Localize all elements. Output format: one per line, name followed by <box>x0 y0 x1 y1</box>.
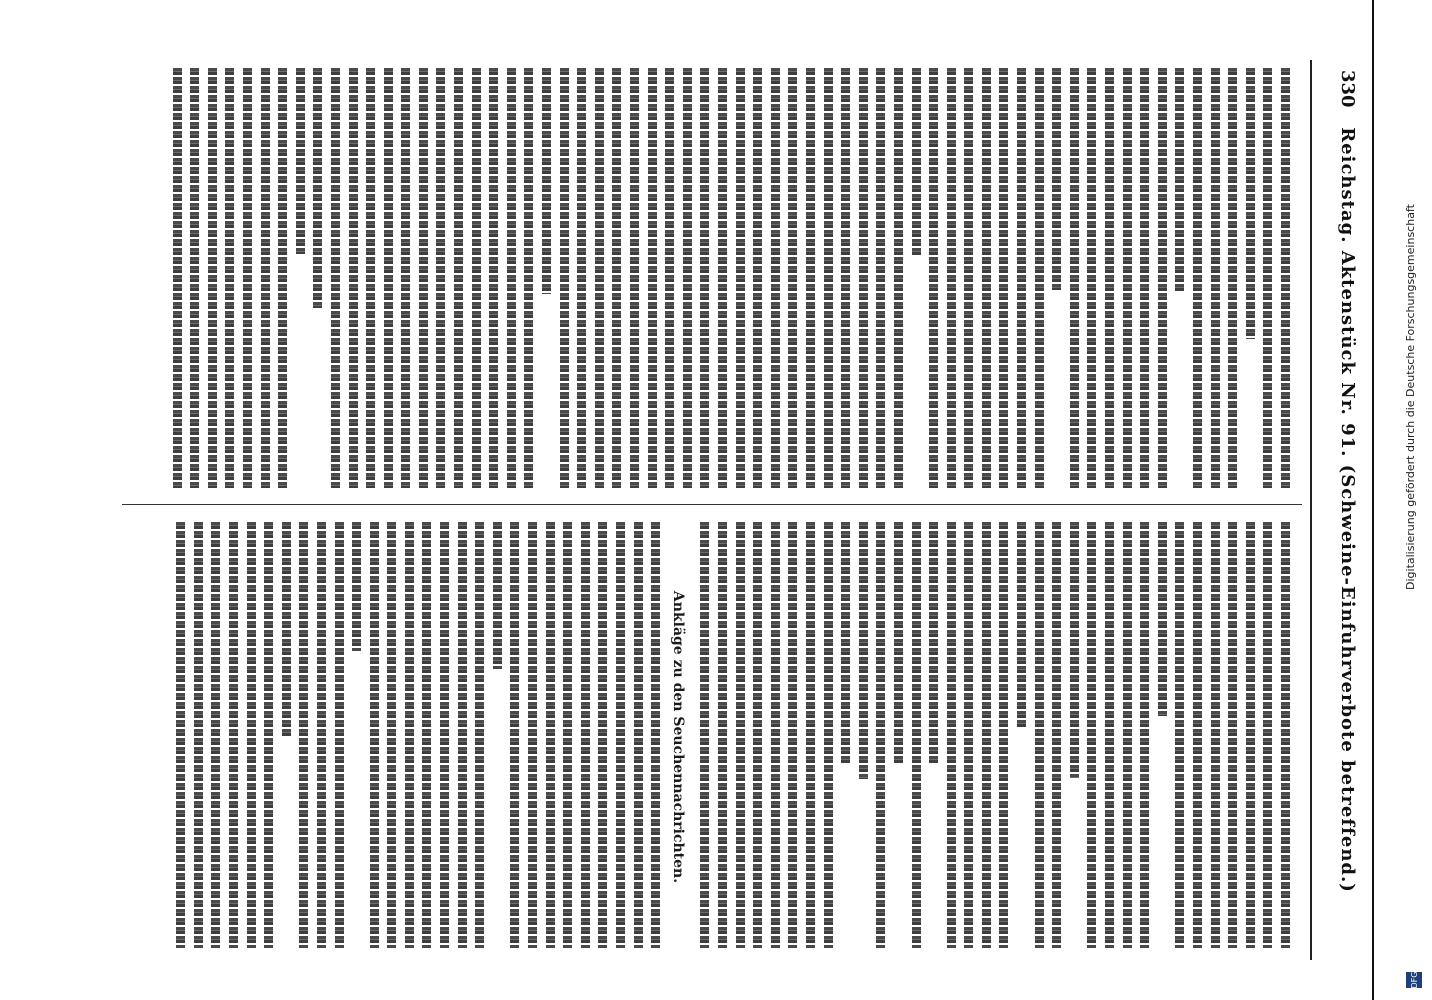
text-line <box>696 68 714 492</box>
text-line <box>960 522 978 952</box>
right-column-text-bottom <box>172 522 665 952</box>
text-line <box>295 522 313 952</box>
page-header <box>1310 60 1372 960</box>
text-line <box>872 522 890 952</box>
text-line <box>189 522 207 952</box>
text-line <box>713 522 731 952</box>
text-line <box>555 68 573 492</box>
text-line <box>977 68 995 492</box>
text-line <box>1030 522 1048 952</box>
text-line <box>907 522 925 952</box>
text-line <box>186 68 204 492</box>
text-line <box>172 522 190 952</box>
text-line <box>274 68 292 492</box>
text-line <box>784 68 802 492</box>
text-line <box>643 68 661 492</box>
text-line <box>590 68 608 492</box>
text-line <box>1048 68 1066 492</box>
text-line <box>488 522 506 952</box>
text-line <box>1241 68 1259 492</box>
text-line <box>784 522 802 952</box>
text-line <box>995 68 1013 492</box>
text-line <box>801 522 819 952</box>
text-line <box>365 522 383 952</box>
text-line <box>819 68 837 492</box>
text-line <box>696 522 714 952</box>
text-line <box>647 522 665 952</box>
text-line <box>379 68 397 492</box>
text-line <box>837 68 855 492</box>
text-line <box>977 522 995 952</box>
column-divider <box>122 504 1302 505</box>
text-line <box>348 522 366 952</box>
dfg-logo: DFG <box>1406 972 1422 988</box>
text-line <box>242 522 260 952</box>
text-line <box>414 68 432 492</box>
text-line <box>625 68 643 492</box>
page-edge <box>1372 0 1374 1000</box>
text-line <box>1241 522 1259 952</box>
text-line <box>713 68 731 492</box>
text-line <box>1048 522 1066 952</box>
text-line <box>942 522 960 952</box>
text-line <box>400 522 418 952</box>
text-line <box>1224 522 1242 952</box>
text-line <box>277 522 295 952</box>
right-column-text-top <box>696 522 1294 952</box>
text-line <box>537 68 555 492</box>
text-line <box>453 522 471 952</box>
text-line <box>1100 68 1118 492</box>
text-line <box>1153 68 1171 492</box>
text-line <box>1118 68 1136 492</box>
running-title: Reichstag. Aktenstück Nr. 91. (Schweine-Einfuhrverbote betreffend.) <box>1337 127 1358 893</box>
text-line <box>344 68 362 492</box>
text-line <box>1136 68 1154 492</box>
text-line <box>312 522 330 952</box>
text-line <box>1083 68 1101 492</box>
text-line <box>749 68 767 492</box>
page-number: 330 <box>1337 70 1358 108</box>
text-line <box>1100 522 1118 952</box>
text-line <box>221 68 239 492</box>
text-line <box>854 522 872 952</box>
text-line <box>1206 68 1224 492</box>
text-line <box>467 68 485 492</box>
text-line <box>678 68 696 492</box>
text-line <box>889 522 907 952</box>
text-line <box>256 68 274 492</box>
text-line <box>330 522 348 952</box>
text-line <box>661 68 679 492</box>
digitization-credit: Digitalisierung gefördert durch die Deutsche Forschungsgemeinschaft <box>1404 204 1417 590</box>
text-line <box>436 522 454 952</box>
text-line <box>432 68 450 492</box>
text-line <box>819 522 837 952</box>
text-line <box>1188 522 1206 952</box>
text-line <box>471 522 489 952</box>
text-line <box>1083 522 1101 952</box>
text-line <box>766 68 784 492</box>
text-line <box>260 522 278 952</box>
text-line <box>1013 68 1031 492</box>
text-line <box>383 522 401 952</box>
text-line <box>1259 68 1277 492</box>
right-column <box>172 522 1294 952</box>
text-line <box>995 522 1013 952</box>
text-line <box>576 522 594 952</box>
text-line <box>1276 68 1294 492</box>
text-line <box>1013 522 1031 952</box>
text-line <box>1276 522 1294 952</box>
text-line <box>925 522 943 952</box>
left-column-text <box>168 68 1294 492</box>
text-line <box>397 68 415 492</box>
left-column <box>168 68 1294 492</box>
text-line <box>731 68 749 492</box>
text-line <box>907 68 925 492</box>
text-line <box>1206 522 1224 952</box>
text-line <box>224 522 242 952</box>
text-line <box>594 522 612 952</box>
text-line <box>872 68 890 492</box>
text-line <box>611 522 629 952</box>
text-line <box>1065 68 1083 492</box>
text-line <box>1171 522 1189 952</box>
text-line <box>559 522 577 952</box>
text-line <box>1259 522 1277 952</box>
text-line <box>520 68 538 492</box>
text-line <box>801 68 819 492</box>
text-line <box>925 68 943 492</box>
text-line <box>203 68 221 492</box>
text-line <box>629 522 647 952</box>
text-line <box>942 68 960 492</box>
text-line <box>541 522 559 952</box>
text-line <box>326 68 344 492</box>
text-line <box>1030 68 1048 492</box>
text-line <box>418 522 436 952</box>
text-line <box>731 522 749 952</box>
text-line <box>523 522 541 952</box>
text-line <box>207 522 225 952</box>
text-line <box>1188 68 1206 492</box>
text-line <box>238 68 256 492</box>
text-line <box>1224 68 1242 492</box>
rotated-content <box>122 60 1372 960</box>
text-line <box>291 68 309 492</box>
text-line <box>506 522 524 952</box>
text-line <box>749 522 767 952</box>
text-line <box>362 68 380 492</box>
text-line <box>1118 522 1136 952</box>
section-title: Ankläge zu den Seuchennachrichten. <box>669 590 686 884</box>
text-line <box>502 68 520 492</box>
text-line <box>766 522 784 952</box>
text-line <box>1065 522 1083 952</box>
text-line <box>309 68 327 492</box>
text-line <box>1136 522 1154 952</box>
text-line <box>1171 68 1189 492</box>
text-line <box>450 68 468 492</box>
text-line <box>854 68 872 492</box>
text-line <box>837 522 855 952</box>
text-line <box>485 68 503 492</box>
text-line <box>1153 522 1171 952</box>
text-line <box>889 68 907 492</box>
text-line <box>168 68 186 492</box>
text-line <box>608 68 626 492</box>
text-line <box>573 68 591 492</box>
text-line <box>960 68 978 492</box>
